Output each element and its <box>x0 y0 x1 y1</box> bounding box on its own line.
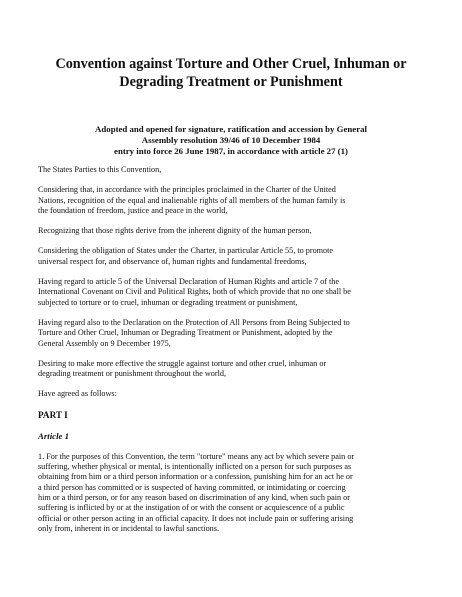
text-line: degrading treatment or punishment throughout the world, <box>38 369 227 379</box>
document-title <box>38 0 424 91</box>
text-line: subjected to torture or to cruel, inhuman or degrading treatment or punishment, <box>38 297 298 307</box>
text-line: Desiring to make more effective the struggle against torture and other cruel, inhuman or <box>38 358 327 368</box>
title-line-2: Degrading Treatment or Punishment <box>119 74 343 90</box>
text-line: 1. For the purposes of this Convention, the term "torture" means any act by which severe pain or <box>38 451 355 461</box>
text-line: Nations, recognition of the equal and inalienable rights of all members of the human family is <box>38 195 346 205</box>
preamble-having-regard-2 <box>38 318 424 349</box>
text-line: Considering that, in accordance with the principles proclaimed in the Charter of the United <box>38 185 336 195</box>
text-line: a third person has committed or is suspected of having committed, or intimidating or coercing <box>38 482 346 492</box>
preamble-having-regard-1 <box>38 277 424 308</box>
text-line: official or other person acting in an official capacity. It does not include pain or suffering arising <box>38 513 354 523</box>
article-1-paragraph-1 <box>38 452 424 534</box>
text-line: General Assembly on 9 December 1975, <box>38 338 171 348</box>
text-line: universal respect for, and observance of, human rights and fundamental freedoms, <box>38 256 307 266</box>
text-line: only from, inherent in or incidental to lawful sanctions. <box>38 523 219 533</box>
text-line: obtaining from him or a third person information or a confession, punishing him for an act he or <box>38 472 353 482</box>
text-line: him or a third person, or for any reason based on discrimination of any kind, when such pain or <box>38 492 350 502</box>
preamble-opening: The States Parties to this Convention, <box>38 165 162 174</box>
preamble-considering-1 <box>38 185 424 216</box>
text-line: Torture and Other Cruel, Inhuman or Degrading Treatment or Punishment, adopted by the <box>38 328 333 338</box>
preamble-agreed: Have agreed as follows: <box>38 389 117 399</box>
text-line: Having regard also to the Declaration on the Protection of All Persons from Being Subjected to <box>38 317 350 327</box>
title-line-1: Convention against Torture and Other Cruel, Inhuman or <box>55 56 407 72</box>
text-line: suffering is inflicted by or at the instigation of or with the consent or acquiescence of a public <box>38 503 345 513</box>
article-heading: Article 1 <box>38 430 70 441</box>
adoption-note-line-1: Adopted and opened for signature, ratification and accession by General <box>95 124 367 134</box>
text-line: Having regard to article 5 of the Universal Declaration of Human Rights and article 7 of the <box>38 277 340 287</box>
text-line: the foundation of freedom, justice and peace in the world, <box>38 205 228 215</box>
adoption-note-line-3: entry into force 26 June 1987, in accordance with article 27 (1) <box>114 146 348 156</box>
text-line: Considering the obligation of States under the Charter, in particular Article 55, to promote <box>38 246 334 256</box>
adoption-note <box>38 124 424 157</box>
preamble-recognizing: Recognizing that those rights derive from the inherent dignity of the human person, <box>38 226 312 236</box>
adoption-note-line-2: Assembly resolution 39/46 of 10 December 1984 <box>141 135 321 145</box>
preamble-considering-2 <box>38 246 424 267</box>
part-heading: PART I <box>38 409 68 420</box>
preamble-desiring <box>38 359 424 380</box>
text-line: suffering, whether physical or mental, is intentionally inflicted on a person for such purposes as <box>38 462 352 472</box>
text-line: International Covenant on Civil and Political Rights, both of which provide that no one shall be <box>38 287 351 297</box>
